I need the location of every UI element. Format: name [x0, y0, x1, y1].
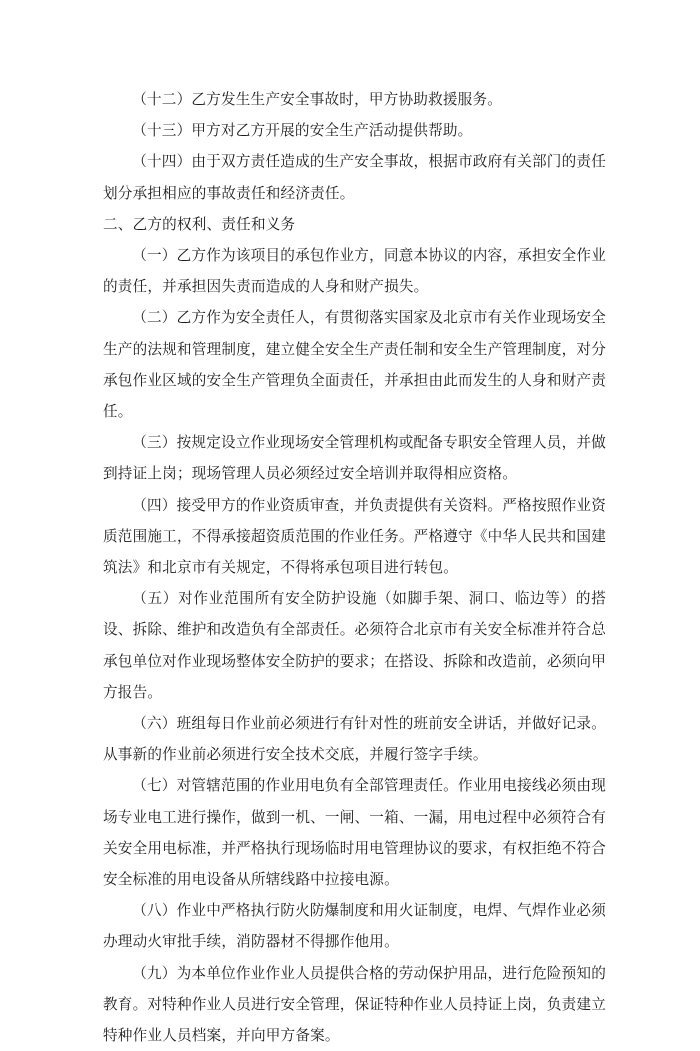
item-7: （七）对管辖范围的作业用电负有全部管理责任。作业用电接线必须由现场专业电工进行操作，做到一机、一闸、一箱、一漏，用电过程中必须符合有关安全用电标准，并严格执行现场临时用电管理协议的要求，有权拒绝不符合安全标准的用电设备从所辖线路中拉接电源。 — [103, 777, 606, 889]
item-8: （八）作业中严格执行防火防爆制度和用火证制度，电焊、气焊作业必须办理动火审批手续，消防器材不得挪作他用。 — [103, 902, 606, 951]
item-2: （二）乙方作为安全责任人，有贯彻落实国家及北京市有关作业现场安全生产的法规和管理制度，建立健全安全生产责任制和安全生产管理制度，对分承包作业区域的安全生产管理负全面责任，并承担由此而发生的人身和财产责任。 — [103, 309, 606, 421]
clause-12: （十二）乙方发生生产安全事故时，甲方协助救援服务。 — [132, 91, 503, 108]
item-1: （一）乙方作为该项目的承包作业方，同意本协议的内容，承担安全作业的责任，并承担因失责而造成的人身和财产损失。 — [103, 247, 606, 296]
item-4: （四）接受甲方的作业资质审查，并负责提供有关资料。严格按照作业资质范围施工，不得承接超资质范围的作业任务。严格遵守《中华人民共和国建筑法》和北京市有关规定，不得将承包项目进行转包。 — [103, 496, 606, 577]
clause-13: （十三）甲方对乙方开展的安全生产活动提供帮助。 — [132, 122, 473, 140]
item-9: （九）为本单位作业作业人员提供合格的劳动保护用品，进行危险预知的教育。对特种作业人员进行安全管理，保证特种作业人员持证上岗，负责建立特种作业人员档案，并向甲方备案。 — [103, 964, 606, 1045]
item-3: （三）按规定设立作业现场安全管理机构或配备专职安全管理人员，并做到持证上岗；现场管理人员必须经过安全培训并取得相应资格。 — [103, 434, 606, 483]
item-5: （五）对作业范围所有安全防护设施（如脚手架、洞口、临边等）的搭设、拆除、维护和改造负有全部责任。必须符合北京市有关安全标准并符合总承包单位对作业现场整体安全防护的要求；在搭设、拆除和改造前，必须向甲方报告。 — [103, 590, 606, 701]
item-6: （六）班组每日作业前必须进行有针对性的班前安全讲话，并做好记录。从事新的作业前必须进行安全技术交底，并履行签字手续。 — [103, 715, 606, 764]
clause-14: （十四）由于双方责任造成的生产安全事故，根据市政府有关部门的责任划分承担相应的事故责任和经济责任。 — [103, 153, 606, 202]
document-body — [103, 84, 606, 1051]
section-heading: 二、乙方的权利、责任和义务 — [103, 215, 296, 233]
